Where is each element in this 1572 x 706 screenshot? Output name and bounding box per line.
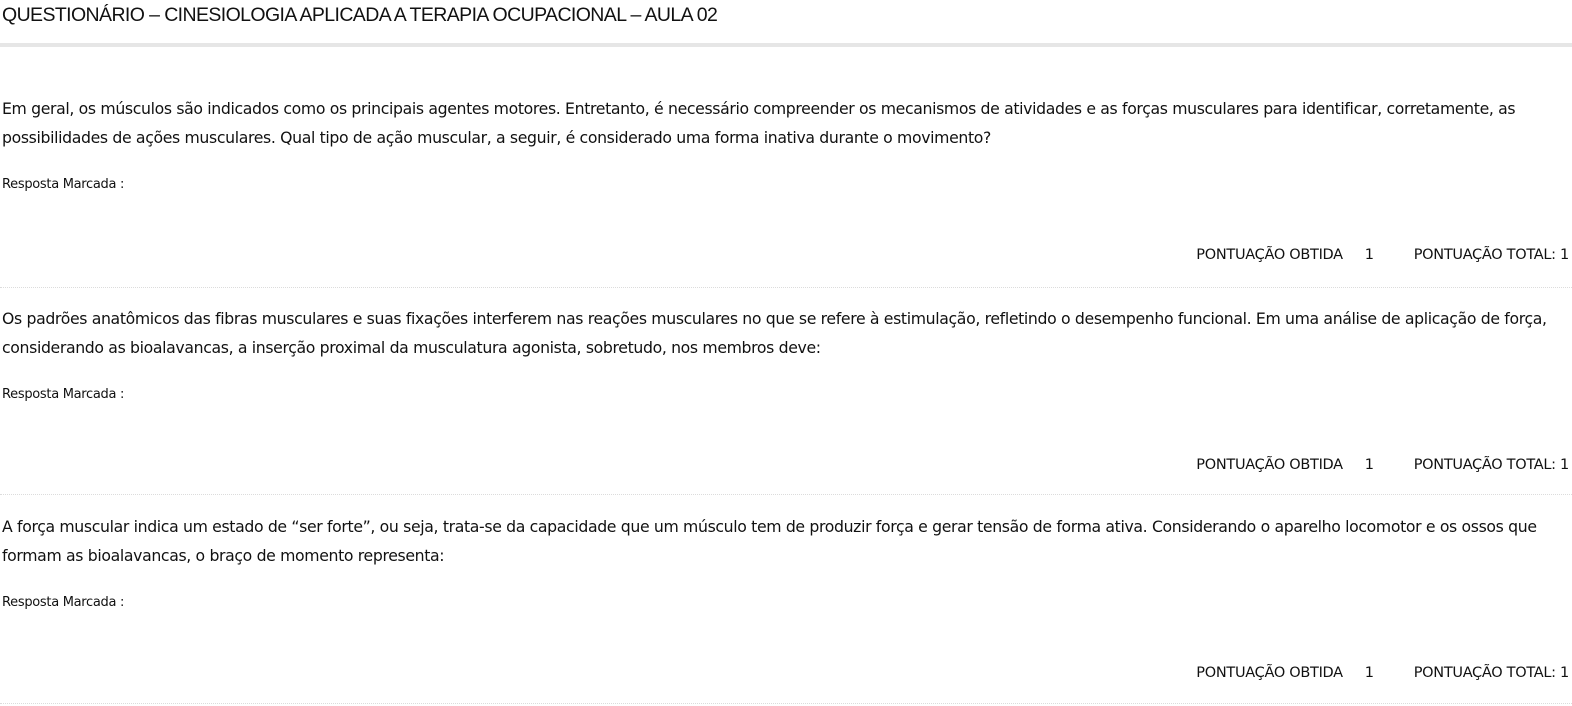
question-1 [0,95,1572,275]
score-obtained-label: PONTUAÇÃO OBTIDA [1196,247,1343,263]
score-row [1196,457,1569,477]
score-obtained-value: 1 [1364,457,1374,473]
answer-label: Resposta Marcada : [2,177,125,192]
question-text: A força muscular indica um estado de “ser forte”, ou seja, trata-se da capacidade que um músculo tem de produzir força e gerar tensão de forma ativa. Considerando o aparelho locomotor e os ossos que formam as bioalavancas, o braço de momento representa: [2,517,1537,565]
score-obtained-value: 1 [1364,247,1374,263]
score-obtained-value: 1 [1364,665,1374,681]
score-obtained-label: PONTUAÇÃO OBTIDA [1196,665,1343,681]
page-header [0,0,1572,47]
score-row [1196,665,1569,685]
question-3 [0,513,1572,693]
answer-label: Resposta Marcada : [2,387,125,402]
question-text: Os padrões anatômicos das fibras musculares e suas fixações interferem nas reações musculares no que se refere à estimulação, refletindo o desempenho funcional. Em uma análise de aplicação de força, considerando as bioalavancas, a inserção proximal da musculatura agonista, sobretudo, nos membros deve: [2,309,1547,357]
question-text: Em geral, os músculos são indicados como os principais agentes motores. Entretanto, é necessário compreender os mecanismos de atividades e as forças musculares para identificar, corretamente, as possibilidades de ações musculares. Qual tipo de ação muscular, a seguir, é considerado uma forma inativa durante o movimento? [2,99,1516,147]
score-total-label: PONTUAÇÃO TOTAL: 1 [1413,457,1569,473]
question-2 [0,305,1572,485]
score-row [1196,247,1569,267]
score-total-label: PONTUAÇÃO TOTAL: 1 [1413,665,1569,681]
question-divider [0,703,1572,704]
question-divider [0,287,1572,288]
score-obtained-label: PONTUAÇÃO OBTIDA [1196,457,1343,473]
question-divider [0,494,1572,495]
answer-label: Resposta Marcada : [2,595,125,610]
page-title: QUESTIONÁRIO – CINESIOLOGIA APLICADA A TERAPIA OCUPACIONAL – AULA 02 [2,4,718,26]
score-total-label: PONTUAÇÃO TOTAL: 1 [1413,247,1569,263]
